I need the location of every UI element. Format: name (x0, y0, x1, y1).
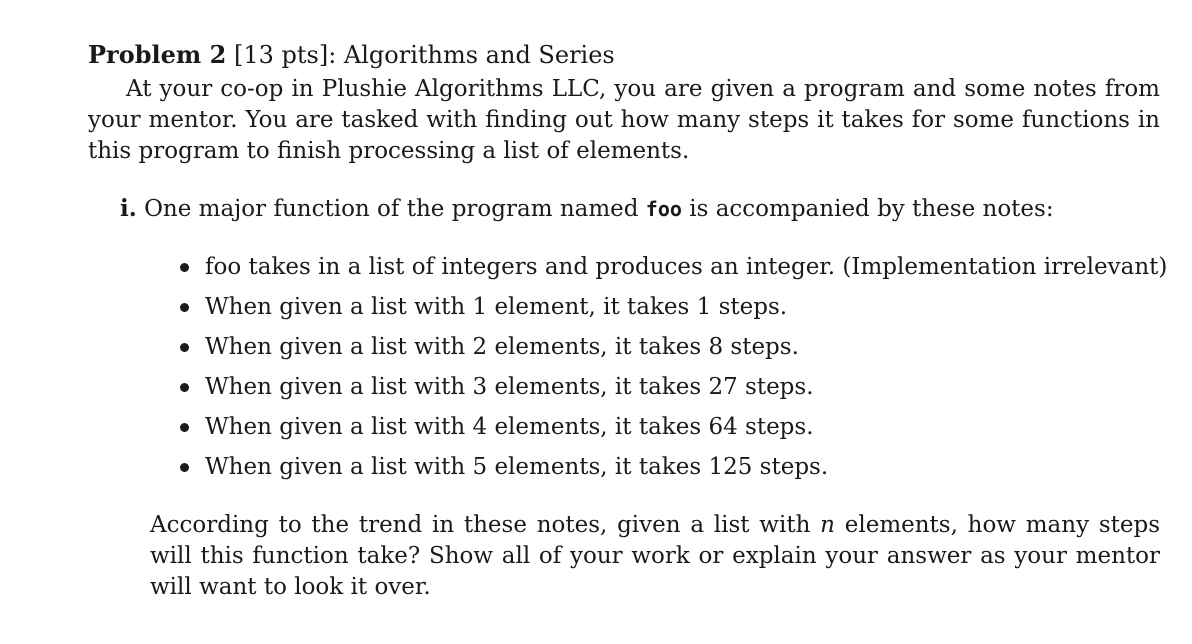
bullet-icon (180, 303, 189, 312)
intro-paragraph: At your co-op in Plushie Algorithms LLC, you are given a program and some notes from your mentor. You are tasked with finding out how many steps it takes for some functions in this program to finish processing a list of elements. (88, 76, 1160, 164)
question-text-before: According to the trend in these notes, given a list with (150, 512, 811, 538)
part-i-prompt (120, 194, 1054, 224)
problem-points: [13 pts] (233, 41, 329, 69)
bullet-icon (180, 263, 189, 272)
bullet-icon (180, 423, 189, 432)
list-item (178, 252, 1167, 292)
list-item (178, 372, 1167, 412)
list-item (178, 292, 1167, 332)
variable-n: n (820, 512, 835, 538)
problem-title: : Algorithms and Series (328, 41, 615, 69)
list-item (178, 412, 1167, 452)
part-i-text-before: One major function of the program named (144, 196, 639, 222)
note-text: When given a list with 1 element, it takes 1 steps. (205, 294, 788, 320)
question-text-after: elements, how many steps will this function take? Show all of your work or explain your answer as your mentor will want to look it over. (150, 512, 1161, 600)
part-i-text-after: is accompanied by these notes: (689, 196, 1054, 222)
notes-list (178, 252, 1167, 492)
function-name-code: foo (645, 197, 682, 221)
list-item (178, 452, 1167, 492)
note-text: When given a list with 5 elements, it takes 125 steps. (205, 454, 829, 480)
bullet-icon (180, 383, 189, 392)
list-item (178, 332, 1167, 372)
problem-heading (88, 40, 615, 70)
note-text: When given a list with 3 elements, it takes 27 steps. (205, 374, 814, 400)
bullet-icon (180, 463, 189, 472)
problem-label: Problem 2 (88, 40, 227, 69)
part-i-label: i. (120, 195, 137, 222)
note-text: foo takes in a list of integers and produces an integer. (Implementation irrelevant) (205, 254, 1168, 280)
note-text: When given a list with 4 elements, it takes 64 steps. (205, 414, 814, 440)
bullet-icon (180, 343, 189, 352)
question-paragraph (150, 510, 1160, 603)
note-text: When given a list with 2 elements, it takes 8 steps. (205, 334, 799, 360)
